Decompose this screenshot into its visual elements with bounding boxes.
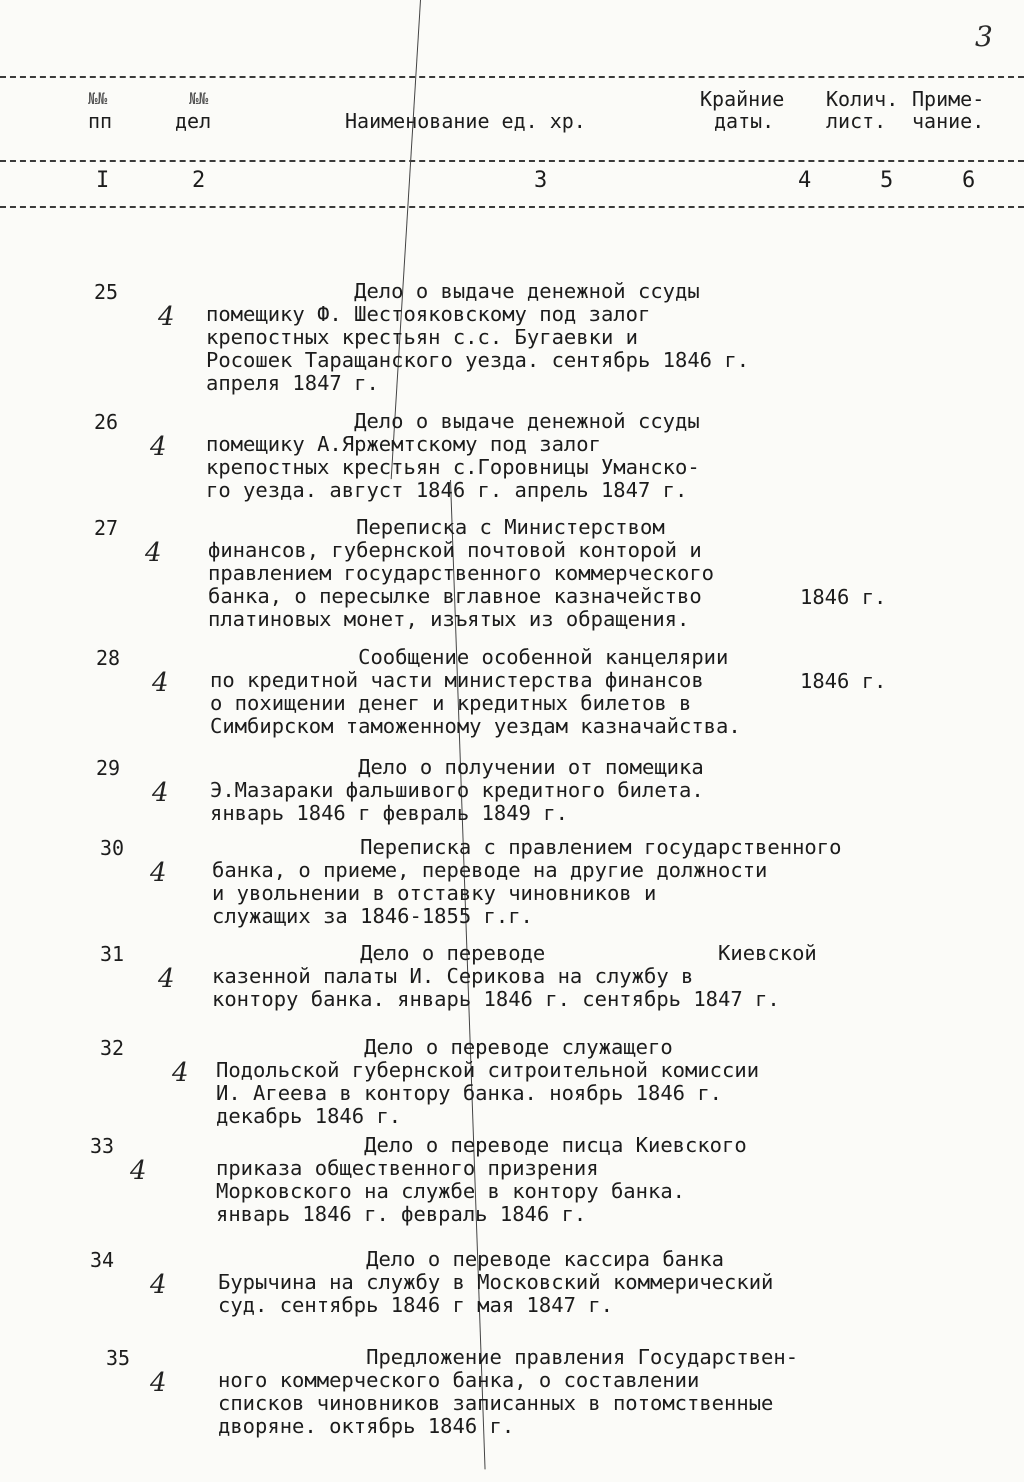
entry-line: контору банка. январь 1846 г. сентябрь 1847 г. xyxy=(212,987,780,1011)
handwritten-mark: 4 xyxy=(130,1156,147,1186)
entry-line: Сообщение особенной канцелярии xyxy=(210,645,729,669)
entry-description xyxy=(216,1036,759,1128)
handwritten-mark: 4 xyxy=(145,538,162,568)
entry-line: Бурычина на службу в Московский коммерический xyxy=(218,1270,774,1294)
entry-description xyxy=(216,1134,747,1226)
entry-number: 28 xyxy=(96,646,121,670)
entry-number: 29 xyxy=(96,756,121,780)
entry-description xyxy=(212,942,817,1011)
entry-line: крепостных крестьян с.Горовницы Уманско- xyxy=(206,455,700,479)
entry-line: Симбирском таможенному уездам казначайства. xyxy=(210,714,741,738)
entry-line: служащих за 1846-1855 г.г. xyxy=(212,904,533,928)
entry-line: Росошек Таращанского уезда. сентябрь 1846 г. xyxy=(206,348,750,372)
fold-line xyxy=(391,0,421,479)
column-number: 4 xyxy=(798,168,812,193)
column-number: 5 xyxy=(880,168,894,193)
handwritten-mark: 4 xyxy=(150,1368,167,1398)
handwritten-mark: 4 xyxy=(158,964,175,994)
column-number: 2 xyxy=(192,168,206,193)
entry-line: Подольской губернской ситроительной комиссии xyxy=(216,1058,760,1082)
column-number: 3 xyxy=(534,168,548,193)
entry-line: Дело о переводе служащего xyxy=(216,1035,673,1059)
entry-line: списков чиновников записанных в потомственные xyxy=(218,1391,774,1415)
entry-number: 27 xyxy=(94,516,119,540)
entry-line: помещику А.Яржемтскому под залог xyxy=(206,432,601,456)
entry-line: ного коммерческого банка, о составлении xyxy=(218,1368,700,1392)
entry-description xyxy=(206,410,700,502)
entry-line: о похищении денег и кредитных билетов в xyxy=(210,691,692,715)
entry-line: Переписка с Министерством xyxy=(208,515,665,539)
col-header-sheet-count: Колич. лист. xyxy=(826,87,899,133)
entry-line: Дело о выдаче денежной ссуды xyxy=(206,279,700,303)
entry-line: январь 1846 г. февраль 1846 г. xyxy=(216,1202,587,1226)
handwritten-mark: 4 xyxy=(152,668,169,698)
entry-line: казенной палаты И. Серикова на службу в xyxy=(212,964,694,988)
entry-line: финансов, губернской почтовой конторой и xyxy=(208,538,702,562)
entry-line: правлением государственного коммерческого xyxy=(208,561,715,585)
entry-line: январь 1846 г февраль 1849 г. xyxy=(210,801,568,825)
entry-description xyxy=(212,836,841,928)
entry-line: Переписка с правлением государственного xyxy=(212,835,842,859)
entry-line: дворяне. октябрь 1846 г. xyxy=(218,1414,515,1438)
entry-description xyxy=(218,1346,798,1438)
entry-number: 34 xyxy=(90,1248,115,1272)
handwritten-mark: 4 xyxy=(152,778,169,808)
entry-line: апреля 1847 г. xyxy=(206,371,379,395)
entry-line: декабрь 1846 г. xyxy=(216,1104,402,1128)
header-bottom-rule xyxy=(0,206,1024,208)
entry-number: 32 xyxy=(100,1036,125,1060)
col-header-note: Приме- чание. xyxy=(912,87,985,133)
entry-description xyxy=(218,1248,773,1317)
entry-number: 33 xyxy=(90,1134,115,1158)
entry-line: суд. сентябрь 1846 г мая 1847 г. xyxy=(218,1293,613,1317)
entry-line: Дело о переводе писца Киевского xyxy=(216,1133,747,1157)
entry-line: Морковского на службе в контору банка. xyxy=(216,1179,685,1203)
entry-line: Э.Мазараки фальшивого кредитного билета. xyxy=(210,778,704,802)
entry-line: и увольнении в отставку чиновников и xyxy=(212,881,657,905)
entry-line: банка, о пересылке вглавное казначейство xyxy=(208,584,702,608)
page-number: 3 xyxy=(975,20,993,53)
handwritten-mark: 4 xyxy=(172,1058,189,1088)
entry-line: приказа общественного призрения xyxy=(216,1156,599,1180)
entry-line: крепостных крестьян с.с. Бугаевки и xyxy=(206,325,638,349)
handwritten-mark: 4 xyxy=(158,302,175,332)
entry-description xyxy=(210,756,704,825)
header-top-rule xyxy=(0,76,1024,78)
entry-line: Дело о переводе кассира банка xyxy=(218,1247,725,1271)
entry-line: Дело о получении от помещика xyxy=(210,755,704,779)
entry-date: 1846 г. xyxy=(800,585,887,609)
handwritten-mark: 4 xyxy=(150,432,167,462)
entry-line: го уезда. август 1846 г. апрель 1847 г. xyxy=(206,478,688,502)
entry-number: 35 xyxy=(106,1346,131,1370)
handwritten-mark: 4 xyxy=(150,858,167,888)
header-middle-rule xyxy=(0,160,1024,162)
entry-line: банка, о приеме, переводе на другие должности xyxy=(212,858,768,882)
entry-number: 30 xyxy=(100,836,125,860)
column-number: I xyxy=(96,168,110,193)
entry-description xyxy=(206,280,749,395)
entry-line: Дело о переводе Киевской xyxy=(212,941,817,965)
entry-line: помещику Ф. Шестояковскому под залог xyxy=(206,302,651,326)
entry-line: Предложение правления Государствен- xyxy=(218,1345,799,1369)
col-header-dates: Крайние даты. xyxy=(700,87,785,133)
entry-line: Дело о выдаче денежной ссуды xyxy=(206,409,700,433)
entry-line: И. Агеева в контору банка. ноябрь 1846 г. xyxy=(216,1081,723,1105)
entry-line: платиновых монет, изъятых из обращения. xyxy=(208,607,690,631)
column-number: 6 xyxy=(962,168,976,193)
handwritten-mark: 4 xyxy=(150,1270,167,1300)
col-header-file-no: №№ дел xyxy=(175,89,212,133)
entry-description xyxy=(210,646,741,738)
entry-number: 25 xyxy=(94,280,119,304)
col-header-title: Наименование ед. хр. xyxy=(345,109,586,133)
entry-number: 31 xyxy=(100,942,125,966)
entry-description xyxy=(208,516,714,631)
col-header-item-no: №№ пп xyxy=(88,89,113,133)
entry-number: 26 xyxy=(94,410,119,434)
entry-line: по кредитной части министерства финансов xyxy=(210,668,704,692)
entry-date: 1846 г. xyxy=(800,669,887,693)
